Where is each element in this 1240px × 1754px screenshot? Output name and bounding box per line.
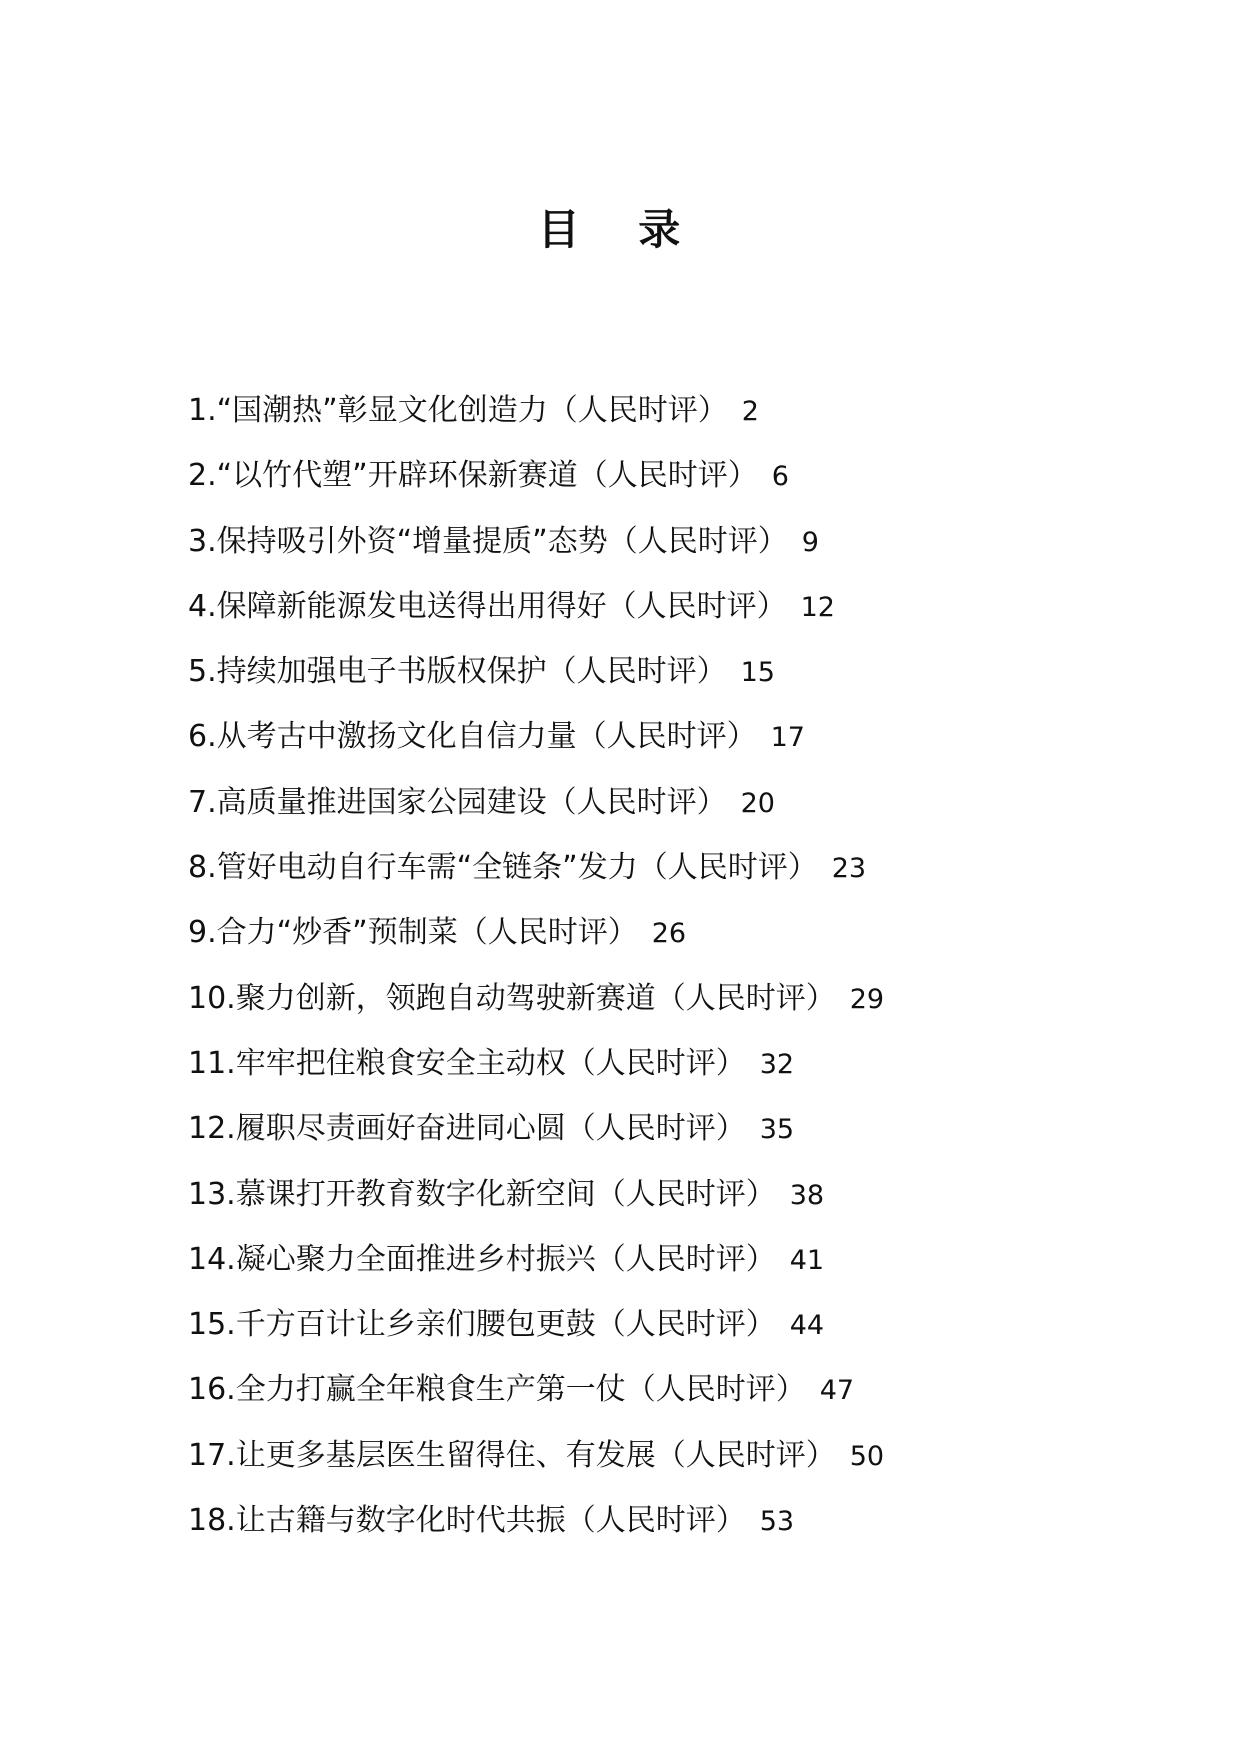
toc-entry-page: 44	[789, 1310, 825, 1342]
toc-entry[interactable]	[188, 587, 1088, 652]
toc-list	[188, 391, 1088, 1566]
toc-entry[interactable]	[188, 456, 1088, 521]
toc-entry-title: 3.保持吸引外资“增量提质”态势（人民时评）	[188, 523, 788, 559]
toc-entry-title: 2.“以竹代塑”开辟环保新赛道（人民时评）	[188, 458, 758, 494]
toc-entry-page: 23	[831, 853, 867, 885]
toc-entry-page: 9	[801, 526, 819, 558]
toc-entry[interactable]	[188, 979, 1088, 1044]
toc-entry-page: 41	[789, 1244, 825, 1276]
toc-entry-page: 26	[651, 918, 687, 950]
toc-entry-title: 8.管好电动自行车需“全链条”发力（人民时评）	[188, 850, 818, 886]
toc-entry-title: 4.保障新能源发电送得出用得好（人民时评）	[188, 588, 787, 624]
toc-entry[interactable]	[188, 783, 1088, 848]
toc-entry-title: 7.高质量推进国家公园建设（人民时评）	[188, 784, 727, 820]
toc-entry-page: 35	[759, 1114, 795, 1146]
toc-entry[interactable]	[188, 652, 1088, 717]
toc-entry[interactable]	[188, 1175, 1088, 1240]
toc-entry-title: 18.让古籍与数字化时代共振（人民时评）	[188, 1503, 746, 1539]
toc-entry[interactable]	[188, 1240, 1088, 1305]
toc-entry[interactable]	[188, 1436, 1088, 1501]
toc-entry[interactable]	[188, 848, 1088, 913]
toc-entry-title: 11.牢牢把住粮食安全主动权（人民时评）	[188, 1045, 746, 1081]
toc-entry-page: 12	[800, 591, 835, 623]
toc-entry-page: 6	[771, 461, 789, 493]
toc-entry-page: 50	[849, 1440, 885, 1472]
toc-entry-title: 12.履职尽责画好奋进同心圆（人民时评）	[188, 1111, 746, 1147]
toc-entry-title: 5.持续加强电子书版权保护（人民时评）	[188, 654, 727, 690]
toc-entry-page: 29	[849, 983, 885, 1015]
toc-entry-page: 38	[789, 1179, 825, 1211]
toc-entry-page: 2	[741, 396, 759, 427]
toc-entry[interactable]	[188, 913, 1088, 978]
toc-entry-title: 13.慕课打开教育数字化新空间（人民时评）	[188, 1176, 776, 1212]
toc-entry-title: 14.凝心聚力全面推进乡村振兴（人民时评）	[188, 1241, 776, 1277]
toc-entry-title: 17.让更多基层医生留得住、有发展（人民时评）	[188, 1437, 836, 1473]
toc-entry-title: 10.聚力创新，领跑自动驾驶新赛道（人民时评）	[188, 980, 836, 1016]
toc-entry-page: 15	[740, 657, 775, 689]
toc-entry[interactable]	[188, 1044, 1088, 1109]
page-title: 目 录	[537, 205, 703, 254]
toc-entry-page: 32	[759, 1048, 795, 1080]
toc-entry[interactable]	[188, 1501, 1088, 1566]
toc-entry[interactable]	[188, 1109, 1088, 1174]
toc-entry-page: 20	[740, 787, 775, 819]
toc-entry[interactable]	[188, 1305, 1088, 1370]
toc-entry[interactable]	[188, 1370, 1088, 1435]
toc-entry[interactable]	[188, 522, 1088, 587]
toc-entry-title: 1.“国潮热”彰显文化创造力（人民时评）	[188, 393, 728, 428]
toc-entry-title: 9.合力“炒香”预制菜（人民时评）	[188, 915, 638, 951]
toc-entry-title: 15.千方百计让乡亲们腰包更鼓（人民时评）	[188, 1307, 776, 1343]
toc-entry[interactable]	[188, 717, 1088, 782]
toc-entry-title: 6.从考古中激扬文化自信力量（人民时评）	[188, 719, 757, 755]
toc-entry[interactable]	[188, 391, 1088, 456]
toc-entry-page: 47	[819, 1375, 855, 1407]
toc-entry-title: 16.全力打赢全年粮食生产第一仗（人民时评）	[188, 1372, 806, 1408]
toc-entry-page: 17	[770, 722, 805, 754]
toc-entry-page: 53	[759, 1506, 795, 1538]
